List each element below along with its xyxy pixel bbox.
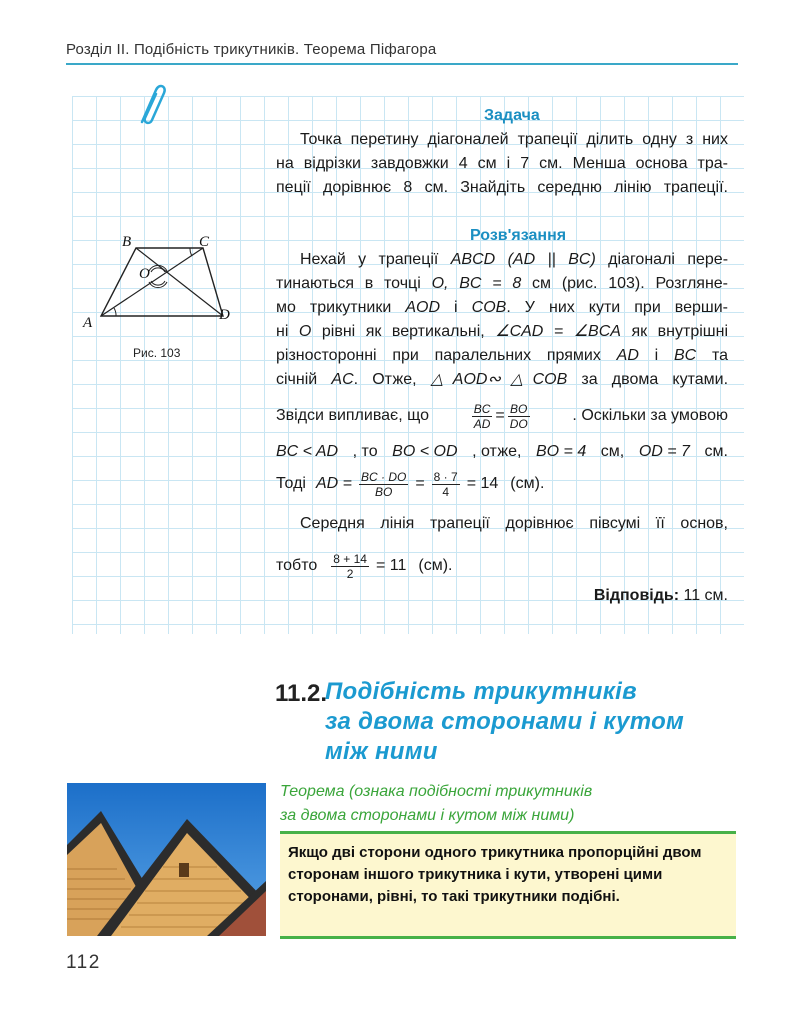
label-c: C — [199, 234, 210, 250]
figure-caption: Рис. 103 — [133, 346, 181, 360]
solution-line-9: Тоді AD = $\frac{BC \cdot DO}{BO}$ = $\frac{8 \cdot 7}{4}$ = 14 (см). — [276, 469, 545, 499]
solution-line-4: ні O рівні як вертикальні, ∠CAD = ∠BCA як внутрішні — [276, 323, 729, 340]
theorem-box — [280, 831, 736, 939]
angle-mark-a — [114, 308, 116, 316]
label-d: D — [219, 307, 230, 323]
theorem-text: Якщо дві сторони одного трикутника пропорційні двом сторонам іншого трикутника і кути, утворені цими сторонами, рівні, то такі трикутники подібні. — [288, 844, 702, 905]
label-o: O — [139, 266, 150, 282]
answer-value: 11 см. — [683, 587, 728, 604]
problem-line-2: на відрізки завдовжки 4 см і 7 см. Менша основа тра- — [276, 155, 728, 172]
problem-line-1: Точка перетину діагоналей трапеції ділить одну з них — [300, 131, 728, 148]
page-number: 112 — [66, 952, 101, 973]
solution-line-11: тобто $\frac{8 + 14}{2}$ = 11 (см). — [276, 551, 453, 581]
solution-heading: Розв'язання — [470, 227, 567, 244]
problem-line-3: пеції дорівнює 8 см. Знайдіть середню лінію трапеції. — [276, 179, 728, 196]
page-header: Розділ ІІ. Подібність трикутників. Теорема Піфагора — [66, 41, 437, 58]
roofs-photo — [67, 783, 266, 936]
solution-line-2: тинаються в точці O, BC = 8 см (рис. 103). Розгляне- — [276, 275, 729, 292]
theorem-title: Теорема (ознака подібності трикутників за двома сторонами і кутом між ними) — [280, 783, 593, 824]
header-rule — [66, 63, 738, 65]
section-title: Подібність трикутників за двома сторонами і кутом між ними — [325, 678, 685, 765]
solution-line-6: січній AC. Отже, △AOD∾△COB за двома кутами. — [276, 371, 729, 388]
section-number: 11.2. — [275, 680, 328, 707]
solution-line-8: BC < AD , то BO < OD , отже, BO = 4 см, OD = 7 см. — [276, 443, 728, 460]
paperclip-icon — [132, 82, 168, 128]
trapezoid-outline — [101, 248, 223, 316]
solution-line-1: Нехай у трапеції ABCD (AD || BC) діагоналі пере- — [300, 251, 729, 268]
solution-line-10: Середня лінія трапеції дорівнює півсумі її основ, — [300, 515, 728, 532]
label-a: A — [83, 315, 93, 331]
answer — [540, 584, 728, 608]
solution-line-5: різносторонні при паралельних прямих AD і BC та — [276, 347, 728, 364]
label-b: B — [122, 234, 132, 250]
solution-line-7: Звідси випливає, що $\frac{BC}{AD}$ = $\frac{BO}{DO}$ . Оскільки за умовою — [276, 401, 728, 431]
trapezoid-figure — [78, 228, 242, 332]
angle-mark-c — [190, 248, 192, 256]
problem-heading: Задача — [484, 107, 540, 124]
answer-label: Відповідь: — [593, 587, 680, 604]
solution-line-3: мо трикутники AOD і COB. У них кути при верши- — [276, 299, 729, 316]
